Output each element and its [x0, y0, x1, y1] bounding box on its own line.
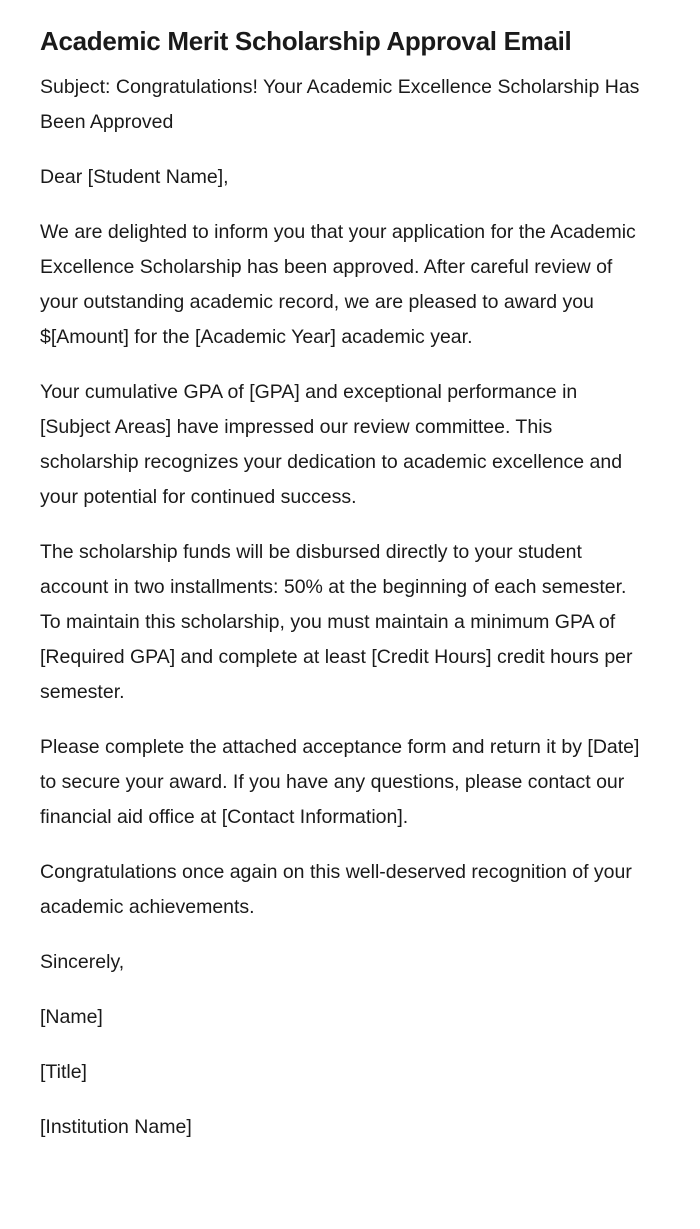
body-paragraph-disbursement: The scholarship funds will be disbursed directly to your student account in two installments: 50% at the beginning of each semester. To maintain this scholarship, you must maintain a minimum GPA of [Required GPA] and complete at least [Credit Hours] credit hours per semester. [40, 541, 633, 703]
email-subject-line: Subject: Congratulations! Your Academic Excellence Scholarship Has Been Approved [40, 76, 640, 133]
page-title: Academic Merit Scholarship Approval Email [40, 26, 572, 56]
body-paragraph-congratulations: Congratulations once again on this well-deserved recognition of your academic achievements. [40, 861, 632, 918]
signature-institution: [Institution Name] [40, 1116, 192, 1138]
body-paragraph-acceptance: Please complete the attached acceptance form and return it by [Date] to secure your award. If you have any questions, please contact our financial aid office at [Contact Information]. [40, 736, 640, 828]
salutation: Dear [Student Name], [40, 166, 229, 188]
signoff: Sincerely, [40, 951, 125, 973]
body-paragraph-award: We are delighted to inform you that your application for the Academic Excellence Scholarship has been approved. After careful review of your outstanding academic record, we are pleased to award you $[Amount] for the [Academic Year] academic year. [40, 221, 636, 348]
signature-name: [Name] [40, 1006, 103, 1028]
body-paragraph-gpa: Your cumulative GPA of [GPA] and exceptional performance in [Subject Areas] have impressed our review committee. This scholarship recognizes your dedication to academic excellence and your potential for continued success. [40, 381, 623, 508]
signature-title: [Title] [40, 1061, 87, 1083]
